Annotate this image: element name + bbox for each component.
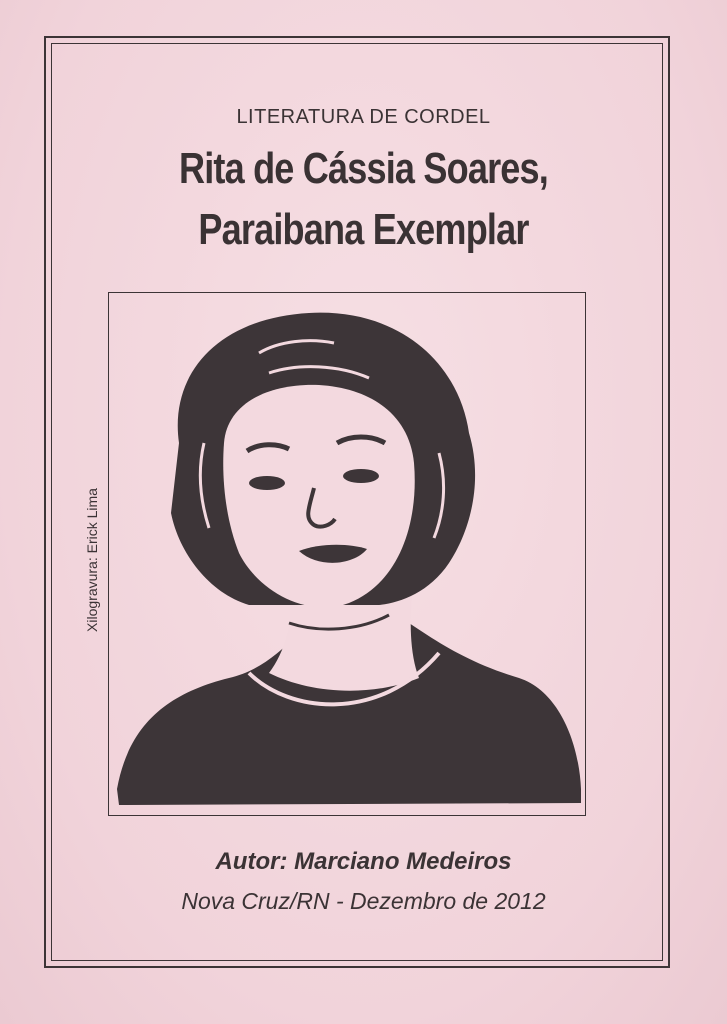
title-line-1: Rita de Cássia Soares, xyxy=(178,144,548,193)
series-label: LITERATURA DE CORDEL xyxy=(236,106,491,128)
title-line-2: Paraibana Exemplar xyxy=(198,205,529,254)
illustration-credit: Xilogravura: Erick Lima xyxy=(84,488,100,632)
author-line: Autor: Marciano Medeiros xyxy=(215,848,512,875)
portrait-icon xyxy=(109,293,585,815)
woodcut-illustration xyxy=(108,292,586,816)
place-date-line: Nova Cruz/RN - Dezembro de 2012 xyxy=(181,888,546,914)
